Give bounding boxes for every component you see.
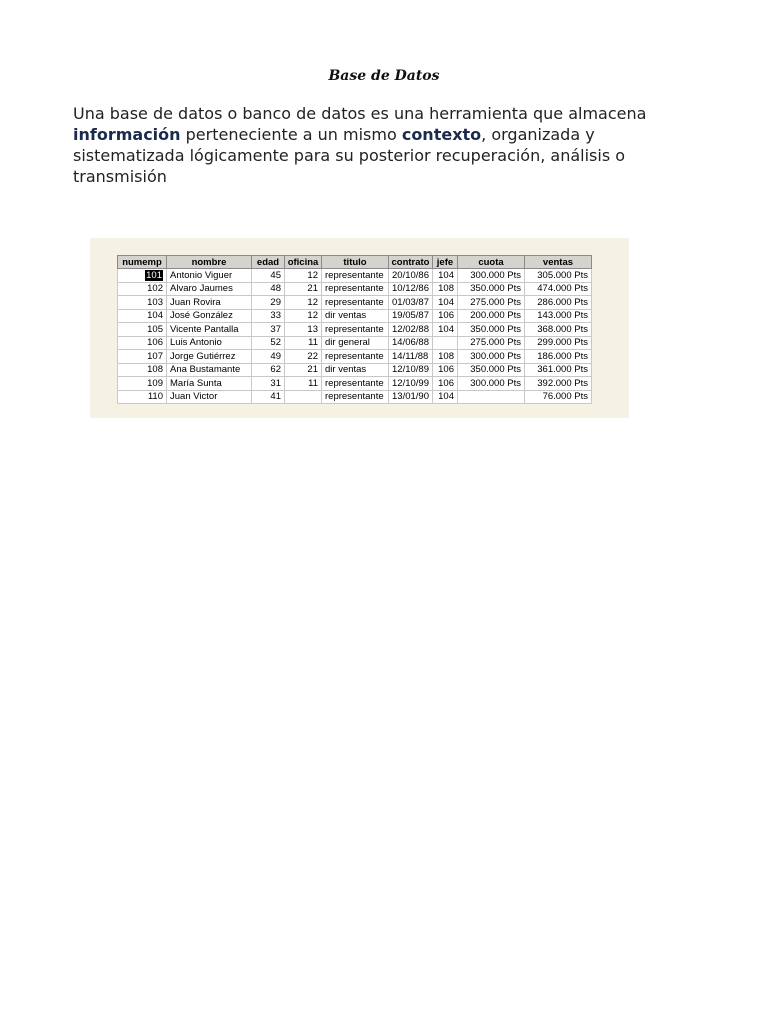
column-header: nombre <box>167 256 252 269</box>
table-cell: 14/11/88 <box>389 350 433 364</box>
table-body <box>118 269 592 404</box>
table-cell: Juan Rovira <box>167 296 252 310</box>
database-table-image <box>90 238 629 418</box>
table-cell: dir ventas <box>322 309 389 323</box>
table-cell: 102 <box>118 282 167 296</box>
paragraph-text: Una base de datos o banco de datos es una herramienta que almacena <box>73 104 647 123</box>
table-row <box>118 296 592 310</box>
table-cell: 106 <box>432 377 457 391</box>
table-cell: 110 <box>118 390 167 404</box>
table-cell: Ana Bustamante <box>167 363 252 377</box>
table-cell: 106 <box>432 363 457 377</box>
table-cell: Antonio Viguer <box>167 269 252 283</box>
column-header: edad <box>252 256 285 269</box>
table-cell: 107 <box>118 350 167 364</box>
table-row <box>118 377 592 391</box>
table-cell: 104 <box>432 269 457 283</box>
table-cell: 392.000 Pts <box>524 377 591 391</box>
table-cell <box>457 390 524 404</box>
table-cell: dir ventas <box>322 363 389 377</box>
table-cell: 12/02/88 <box>389 323 433 337</box>
table-cell: 76.000 Pts <box>524 390 591 404</box>
table-row <box>118 282 592 296</box>
table-row <box>118 363 592 377</box>
table-cell: 105 <box>118 323 167 337</box>
table-cell: 275.000 Pts <box>457 296 524 310</box>
table-cell: 200.000 Pts <box>457 309 524 323</box>
table-cell: 108 <box>432 350 457 364</box>
keyword-contexto: contexto <box>401 125 482 144</box>
employees-table <box>117 255 592 404</box>
table-cell: 19/05/87 <box>389 309 433 323</box>
table-cell: representante <box>322 377 389 391</box>
table-cell: representante <box>322 323 389 337</box>
table-cell: Juan Victor <box>167 390 252 404</box>
table-cell: 104 <box>118 309 167 323</box>
table-cell: Alvaro Jaumes <box>167 282 252 296</box>
column-header: ventas <box>524 256 591 269</box>
table-cell: 14/06/88 <box>389 336 433 350</box>
table-cell: representante <box>322 269 389 283</box>
paragraph-text: , organizada y sistematizada lógicamente para su posterior recuperación, análisis o transmisión <box>73 125 626 186</box>
table-cell: 104 <box>432 296 457 310</box>
table-cell: 350.000 Pts <box>457 363 524 377</box>
table-cell: 31 <box>252 377 285 391</box>
table-cell: 52 <box>252 336 285 350</box>
table-cell: 474.000 Pts <box>524 282 591 296</box>
table-cell: 104 <box>432 323 457 337</box>
table-cell: 22 <box>285 350 322 364</box>
column-header: numemp <box>118 256 167 269</box>
table-cell: 01/03/87 <box>389 296 433 310</box>
table-cell: 12 <box>285 269 322 283</box>
table-cell: 21 <box>285 363 322 377</box>
table-cell: 103 <box>118 296 167 310</box>
table-cell: 300.000 Pts <box>457 377 524 391</box>
table-cell: 299.000 Pts <box>524 336 591 350</box>
table-cell: 29 <box>252 296 285 310</box>
table-cell: 33 <box>252 309 285 323</box>
table-cell: 13/01/90 <box>389 390 433 404</box>
table-cell: 20/10/86 <box>389 269 433 283</box>
table-cell: 275.000 Pts <box>457 336 524 350</box>
table-cell: 48 <box>252 282 285 296</box>
table-cell: 104 <box>432 390 457 404</box>
table-cell: representante <box>322 390 389 404</box>
table-cell: 109 <box>118 377 167 391</box>
column-header: titulo <box>322 256 389 269</box>
table-cell: 106 <box>118 336 167 350</box>
definition-paragraph <box>73 103 673 187</box>
table-cell: 286.000 Pts <box>524 296 591 310</box>
table-header-row <box>118 256 592 269</box>
column-header: cuota <box>457 256 524 269</box>
column-header: contrato <box>389 256 433 269</box>
table-cell: José González <box>167 309 252 323</box>
table-cell <box>118 269 167 283</box>
table-cell: 11 <box>285 336 322 350</box>
table-cell: 45 <box>252 269 285 283</box>
table-cell: 62 <box>252 363 285 377</box>
paragraph-text: perteneciente a un mismo <box>180 125 402 144</box>
table-row <box>118 390 592 404</box>
table-cell: dir general <box>322 336 389 350</box>
table-cell: 12/10/89 <box>389 363 433 377</box>
keyword-informacion: información <box>73 125 181 144</box>
table-cell: 12 <box>285 309 322 323</box>
table-cell: 12 <box>285 296 322 310</box>
table-row <box>118 323 592 337</box>
column-header: oficina <box>285 256 322 269</box>
table-cell: representante <box>322 350 389 364</box>
column-header: jefe <box>432 256 457 269</box>
table-cell: 186.000 Pts <box>524 350 591 364</box>
table-cell: 300.000 Pts <box>457 269 524 283</box>
table-cell: 305.000 Pts <box>524 269 591 283</box>
table-row <box>118 350 592 364</box>
table-cell: 11 <box>285 377 322 391</box>
table-cell: Luis Antonio <box>167 336 252 350</box>
table-cell: 361.000 Pts <box>524 363 591 377</box>
table-cell: 108 <box>118 363 167 377</box>
table-cell: 21 <box>285 282 322 296</box>
table-cell: representante <box>322 282 389 296</box>
table-cell: 368.000 Pts <box>524 323 591 337</box>
table-row <box>118 269 592 283</box>
table-cell: 106 <box>432 309 457 323</box>
page-title: Base de Datos <box>328 68 440 84</box>
table-row <box>118 309 592 323</box>
selected-cell-text: 101 <box>146 269 162 281</box>
table-cell: 108 <box>432 282 457 296</box>
table-cell: 300.000 Pts <box>457 350 524 364</box>
table-cell: representante <box>322 296 389 310</box>
table-cell: 350.000 Pts <box>457 282 524 296</box>
table-cell: 49 <box>252 350 285 364</box>
table-row <box>118 336 592 350</box>
table-cell: Vicente Pantalla <box>167 323 252 337</box>
table-cell: 13 <box>285 323 322 337</box>
table-cell: 350.000 Pts <box>457 323 524 337</box>
table-cell <box>432 336 457 350</box>
table-cell: 12/10/99 <box>389 377 433 391</box>
table-cell: 10/12/86 <box>389 282 433 296</box>
table-cell <box>285 390 322 404</box>
table-cell: 143.000 Pts <box>524 309 591 323</box>
table-cell: 41 <box>252 390 285 404</box>
table-cell: María Sunta <box>167 377 252 391</box>
table-cell: Jorge Gutiérrez <box>167 350 252 364</box>
table-cell: 37 <box>252 323 285 337</box>
